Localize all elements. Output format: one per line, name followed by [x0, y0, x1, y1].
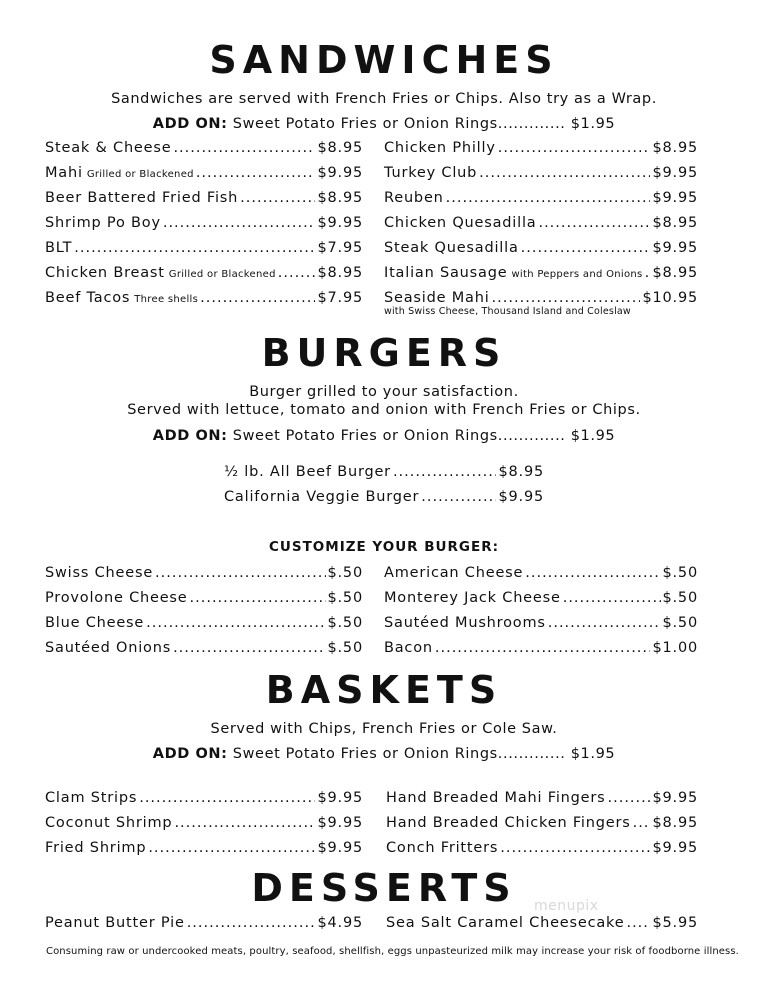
item-price: $4.95	[317, 915, 363, 931]
item-name: Hand Breaded Chicken Fingers	[386, 815, 631, 831]
item-price: $8.95	[317, 140, 363, 156]
desserts-heading: DESSERTS	[251, 866, 517, 910]
menu-item	[386, 789, 698, 807]
item-name: Hand Breaded Mahi Fingers	[386, 790, 606, 806]
menu-item	[224, 488, 544, 506]
item-name: Sautéed Onions	[45, 640, 172, 656]
item-price: $7.95	[317, 240, 363, 256]
menu-item	[45, 814, 363, 832]
item-name: Chicken Philly	[384, 140, 496, 156]
item-name: Chicken Breast	[45, 265, 165, 281]
item-price: $9.95	[652, 790, 698, 806]
burgers-subtitle-1: Burger grilled to your satisfaction.	[249, 384, 519, 400]
item-name: Provolone Cheese	[45, 590, 188, 606]
item-name: Clam Strips	[45, 790, 138, 806]
sandwiches-heading: SANDWICHES	[209, 38, 559, 82]
item-price: $.50	[327, 590, 363, 606]
item-price: $7.95	[317, 290, 363, 306]
item-price: $8.95	[652, 215, 698, 231]
menu-item	[384, 289, 698, 307]
item-name: ½ lb. All Beef Burger	[224, 464, 391, 480]
menu-item	[45, 214, 363, 232]
item-price: $8.95	[317, 190, 363, 206]
item-note: Grilled or Blackened	[86, 169, 194, 180]
menu-item	[386, 814, 698, 832]
menu-item	[45, 139, 363, 157]
item-name: Mahi	[45, 165, 83, 181]
menu-item	[384, 589, 698, 607]
item-price: $5.95	[652, 915, 698, 931]
menu-item	[45, 289, 363, 309]
item-name: Steak & Cheese	[45, 140, 172, 156]
item-price: $8.95	[498, 464, 544, 480]
item-note: Grilled or Blackened	[168, 269, 276, 280]
item-price: $10.95	[642, 290, 698, 306]
item-name: Monterey Jack Cheese	[384, 590, 561, 606]
menu-item	[45, 789, 363, 807]
item-name: Conch Fritters	[386, 840, 499, 856]
menu-item	[45, 589, 363, 607]
item-name: Fried Shrimp	[45, 840, 147, 856]
item-name: Swiss Cheese	[45, 565, 154, 581]
item-note: with Peppers and Onions	[511, 269, 643, 280]
item-name: Turkey Club	[384, 165, 478, 181]
sandwiches-subtitle: Sandwiches are served with French Fries or Chips. Also try as a Wrap.	[111, 91, 657, 107]
item-price: $.50	[327, 615, 363, 631]
burgers-subtitle-2: Served with lettuce, tomato and onion with French Fries or Chips.	[127, 402, 641, 418]
menu-item	[384, 139, 698, 157]
item-name: Shrimp Po Boy	[45, 215, 161, 231]
item-price: $8.95	[652, 265, 698, 281]
item-name: Steak Quesadilla	[384, 240, 519, 256]
menu-item	[45, 564, 363, 582]
item-name: Italian Sausage	[384, 265, 508, 281]
menu-item	[384, 239, 698, 257]
item-price: $9.95	[652, 240, 698, 256]
menu-item	[45, 164, 363, 184]
item-price: $9.95	[652, 165, 698, 181]
menu-item	[45, 239, 363, 257]
menu-item	[384, 189, 698, 207]
item-price: $9.95	[652, 190, 698, 206]
item-price: $9.95	[317, 165, 363, 181]
item-price: $.50	[327, 565, 363, 581]
menu-item	[384, 264, 698, 284]
addon-label: ADD ON:	[152, 746, 228, 762]
item-name: Beer Battered Fried Fish	[45, 190, 239, 206]
menu-item	[45, 189, 363, 207]
burgers-addon	[0, 427, 768, 445]
item-name: American Cheese	[384, 565, 524, 581]
item-price: $9.95	[317, 215, 363, 231]
addon-text: Sweet Potato Fries or Onion Rings............. $1.95	[227, 116, 616, 132]
item-price: $.50	[662, 565, 698, 581]
addon-label: ADD ON:	[152, 116, 228, 132]
seaside-mahi-note: with Swiss Cheese, Thousand Island and Coleslaw	[384, 306, 631, 317]
addon-text: Sweet Potato Fries or Onion Rings............. $1.95	[227, 428, 616, 444]
item-name: Sautéed Mushrooms	[384, 615, 546, 631]
menu-item	[384, 639, 698, 657]
item-name: Chicken Quesadilla	[384, 215, 537, 231]
item-name: Peanut Butter Pie	[45, 915, 185, 931]
item-name: Blue Cheese	[45, 615, 145, 631]
item-price: $.50	[327, 640, 363, 656]
item-price: $1.00	[652, 640, 698, 656]
item-name: Reuben	[384, 190, 444, 206]
addon-label: ADD ON:	[152, 428, 228, 444]
item-name: Coconut Shrimp	[45, 815, 173, 831]
menu-item	[45, 914, 363, 932]
item-name: Beef Tacos	[45, 290, 131, 306]
burgers-heading: BURGERS	[261, 331, 507, 375]
menu-item	[386, 839, 698, 857]
menu-item	[384, 164, 698, 182]
item-price: $.50	[662, 590, 698, 606]
menu-item	[45, 614, 363, 632]
item-name: Seaside Mahi	[384, 290, 490, 306]
item-note: Three shells	[134, 294, 199, 305]
item-price: $8.95	[652, 815, 698, 831]
item-price: $.50	[662, 615, 698, 631]
menu-item	[45, 264, 363, 284]
menu-item	[45, 839, 363, 857]
item-name: Bacon	[384, 640, 433, 656]
item-name: California Veggie Burger	[224, 489, 420, 505]
item-price: $9.95	[317, 840, 363, 856]
item-price: $9.95	[652, 840, 698, 856]
menupix-watermark: menupix	[534, 898, 599, 914]
menu-item	[224, 463, 544, 481]
menu-item	[384, 214, 698, 232]
baskets-subtitle: Served with Chips, French Fries or Cole Saw.	[210, 721, 558, 737]
food-safety-disclaimer: Consuming raw or undercooked meats, poultry, seafood, shellfish, eggs unpasteurized milk may increase your risk of foodborne illness.	[46, 946, 739, 957]
item-name: Sea Salt Caramel Cheesecake	[386, 915, 625, 931]
sandwiches-addon	[0, 115, 768, 133]
menu-item	[384, 564, 698, 582]
addon-text: Sweet Potato Fries or Onion Rings............. $1.95	[227, 746, 616, 762]
item-price: $9.95	[498, 489, 544, 505]
item-price: $9.95	[317, 815, 363, 831]
item-price: $9.95	[317, 790, 363, 806]
baskets-heading: BASKETS	[265, 668, 503, 712]
item-price: $8.95	[317, 265, 363, 281]
menu-item	[45, 639, 363, 657]
menu-item	[384, 614, 698, 632]
menu-item	[386, 914, 698, 932]
item-price: $8.95	[652, 140, 698, 156]
baskets-addon	[0, 745, 768, 763]
item-name: BLT	[45, 240, 73, 256]
customize-heading: CUSTOMIZE YOUR BURGER:	[268, 539, 500, 555]
